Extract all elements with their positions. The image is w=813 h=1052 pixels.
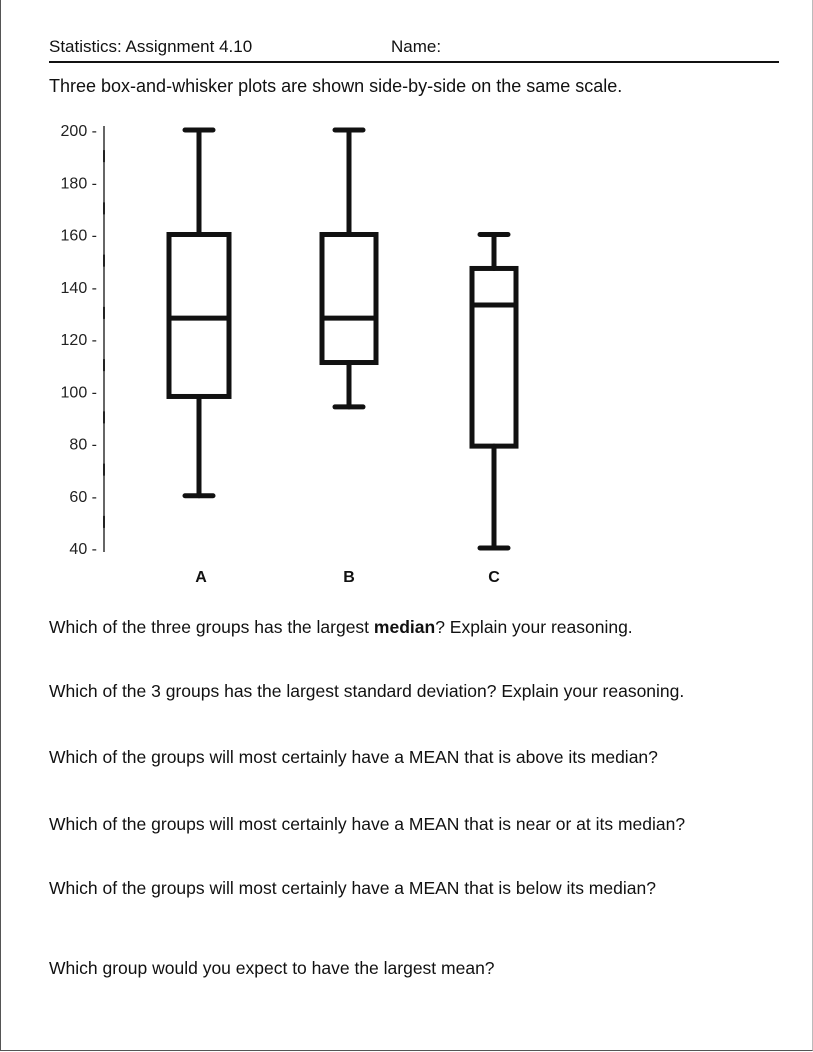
box-c-iqr-box [472, 268, 516, 446]
worksheet-header [49, 35, 779, 63]
y-tick-label: 120 - [60, 332, 97, 349]
question-4-text: Which of the groups will most certainly have a MEAN that is near or at its median? [49, 814, 686, 834]
question-3 [49, 747, 658, 768]
question-5-text: Which of the groups will most certainly have a MEAN that is below its median? [49, 878, 656, 898]
question-3-text: Which of the groups will most certainly have a MEAN that is above its median? [49, 747, 658, 767]
box-a-iqr-box [169, 235, 229, 397]
question-6-text: Which group would you expect to have the largest mean? [49, 958, 495, 978]
box-b-label: B [343, 569, 355, 586]
box-c-label: C [488, 569, 500, 586]
y-tick-label: 40 - [69, 541, 97, 558]
name-label: Name: [391, 37, 442, 56]
box-plot-figure [1, 110, 813, 590]
question-2 [49, 681, 684, 702]
question-1-text: Which of the three groups has the largest [49, 617, 374, 637]
y-tick-label: 180 - [60, 175, 97, 193]
question-5 [49, 878, 656, 899]
y-tick-label: 140 - [60, 279, 97, 297]
question-4 [49, 814, 685, 835]
question-1 [49, 617, 633, 638]
y-tick-label: 100 - [60, 384, 97, 402]
question-1-bold: median [373, 617, 436, 637]
question-2-text: Which of the 3 groups has the largest standard deviation? Explain your reasoning. [49, 681, 685, 701]
box-b-iqr-box [322, 235, 376, 363]
y-tick-label: 60 - [69, 488, 97, 506]
y-tick-label: 160 - [60, 227, 97, 245]
question-1-tail: ? Explain your reasoning. [435, 617, 633, 637]
assignment-title: Statistics: Assignment 4.10 [49, 37, 253, 56]
y-tick-label: 200 - [60, 123, 97, 140]
box-a-label: A [195, 569, 207, 586]
question-6 [49, 958, 495, 979]
y-tick-label: 80 - [69, 436, 97, 454]
intro-text: Three box-and-whisker plots are shown side-by-side on the same scale. [49, 76, 623, 96]
